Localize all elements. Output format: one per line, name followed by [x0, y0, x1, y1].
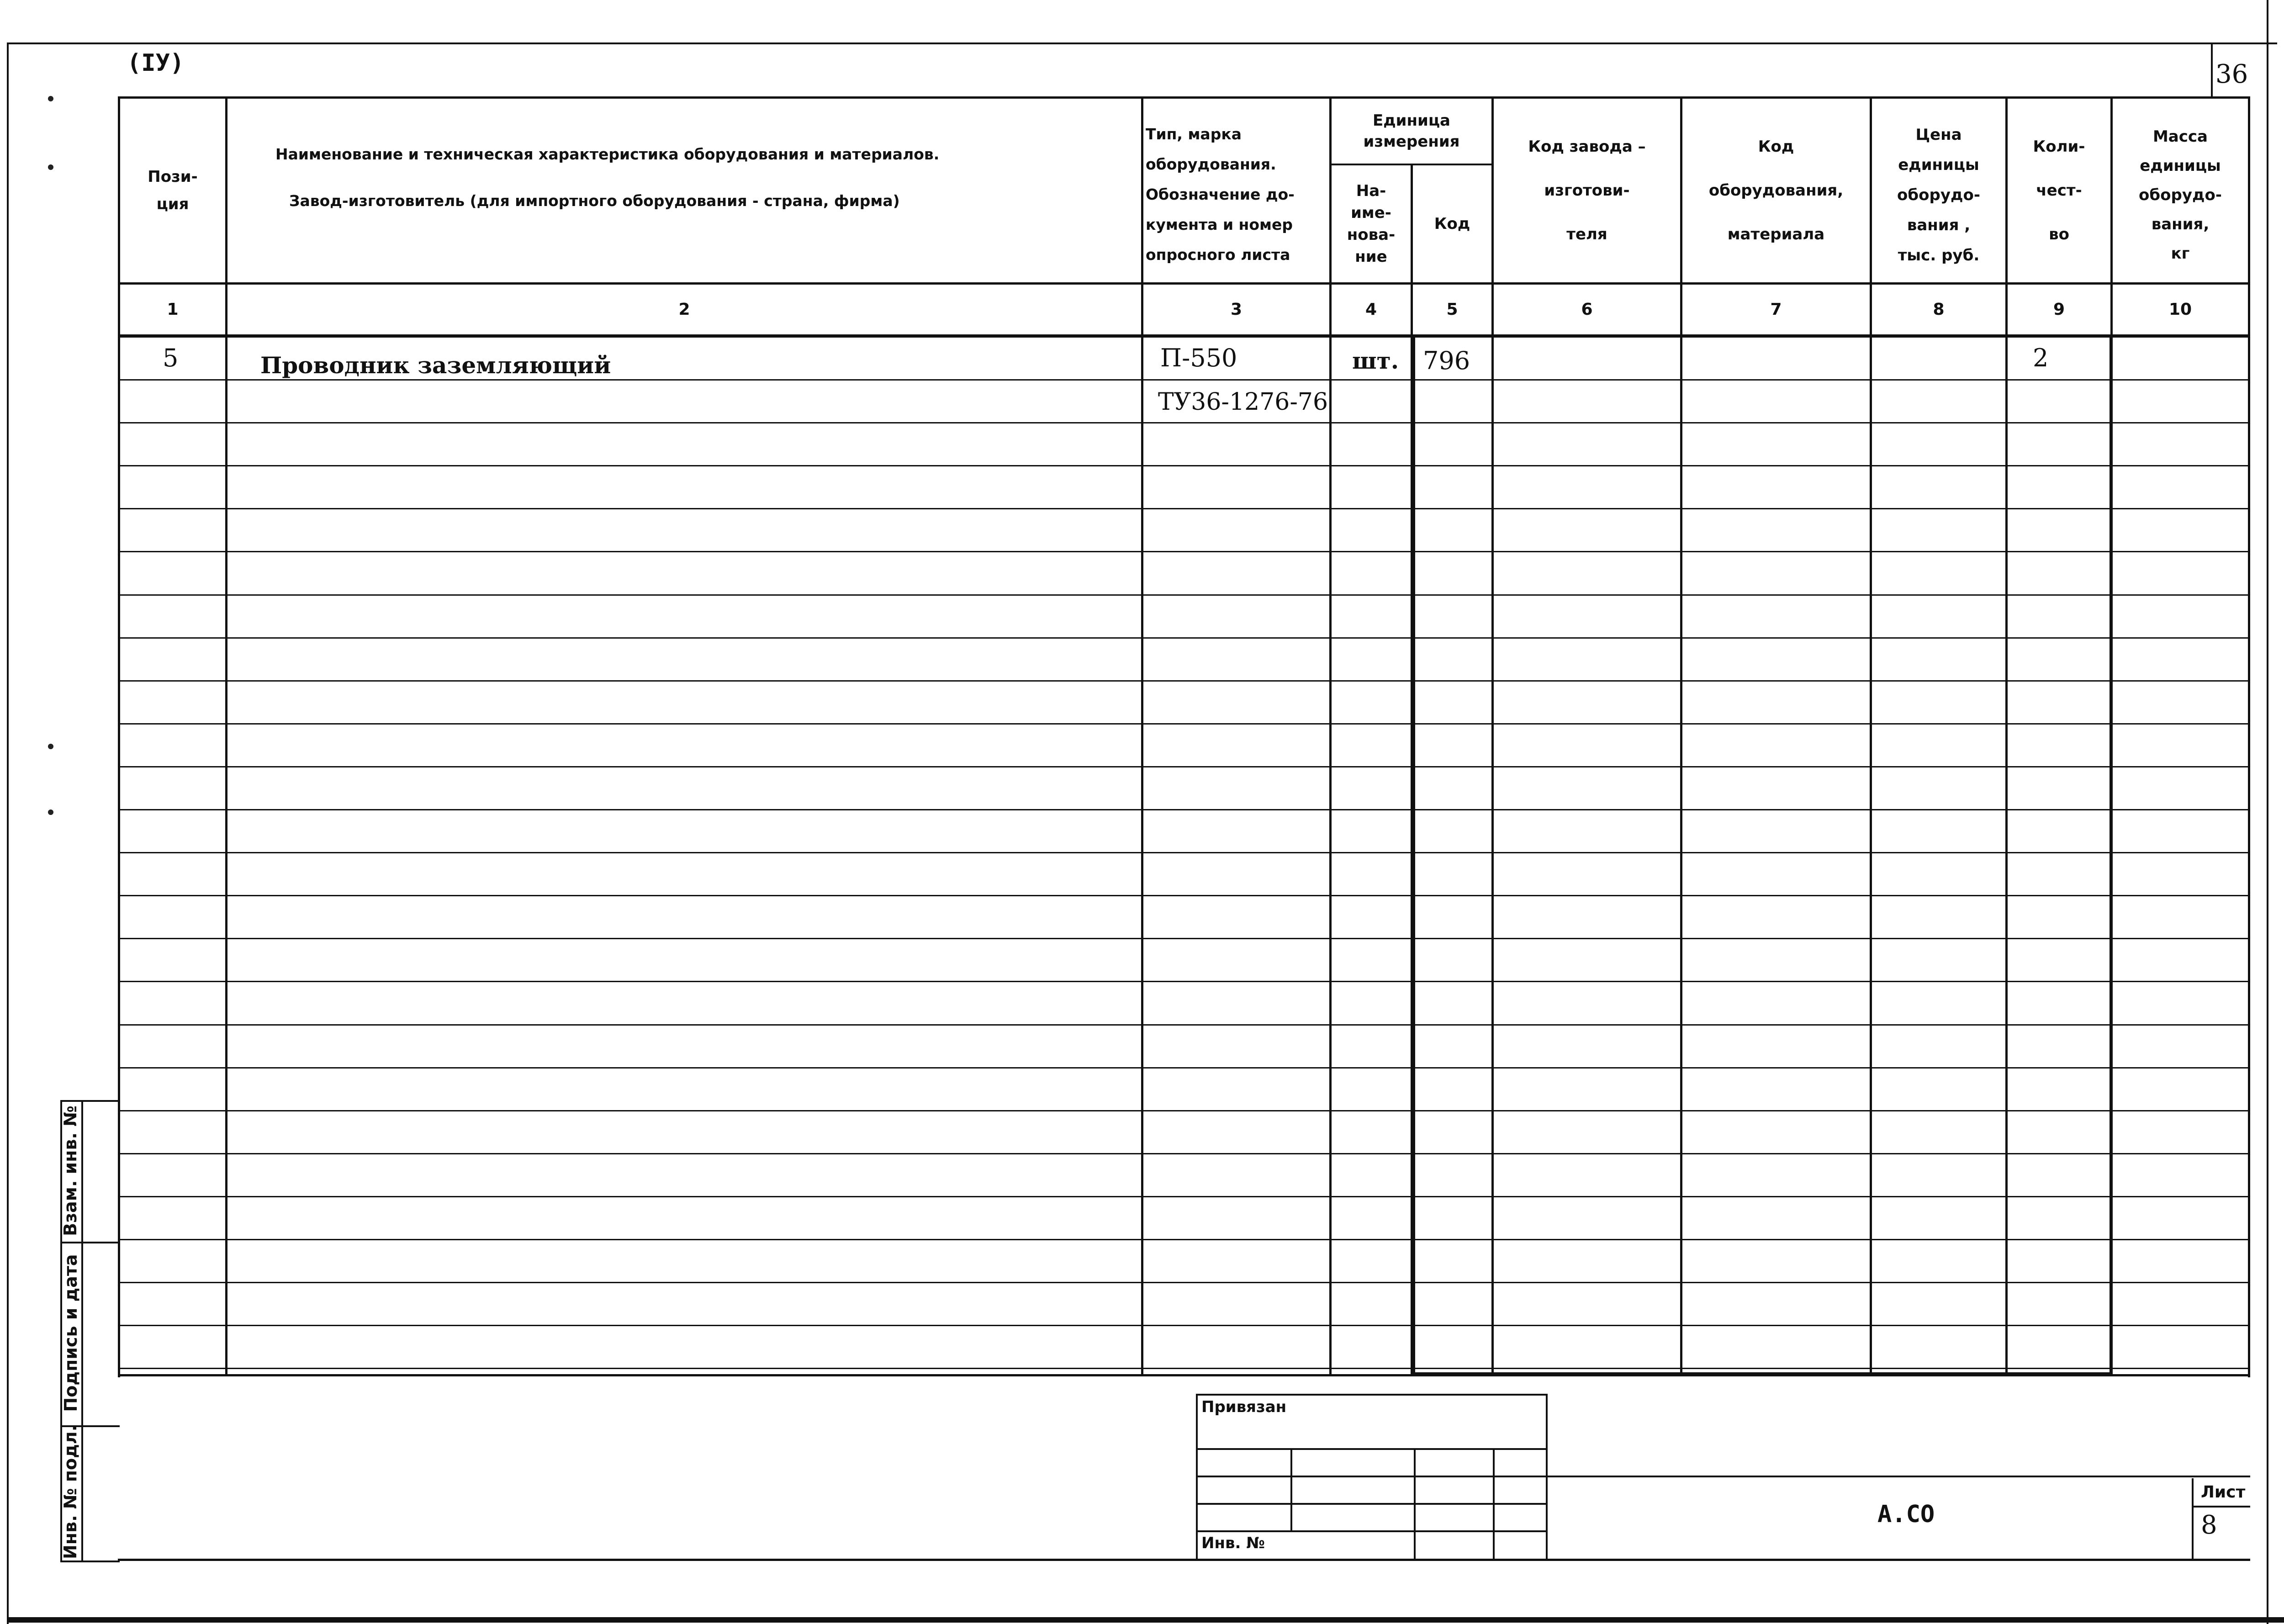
- sheet-label: Лист: [2201, 1483, 2246, 1502]
- row-line: [118, 422, 2250, 423]
- binding-mark: [48, 809, 53, 815]
- stamp-podpis: Подпись и дата: [61, 1254, 81, 1412]
- sheet-tag: (IУ): [127, 49, 185, 77]
- column-number: 3: [1230, 300, 1242, 319]
- sheet-number: 8: [2201, 1510, 2217, 1540]
- column-number: 6: [1581, 300, 1593, 319]
- binding-mark: [48, 744, 53, 749]
- row2-type: ТУ36-1276-76: [1158, 388, 1328, 416]
- row-line: [118, 1153, 2250, 1154]
- document-code: А.СО: [1877, 1501, 1935, 1528]
- top-frame-line: [7, 42, 2277, 44]
- title-block-row4: [1196, 1530, 1548, 1532]
- row-line: [118, 723, 2250, 725]
- bottom-frame-line: [7, 1617, 2284, 1623]
- binding-mark: [48, 96, 53, 101]
- row1-quantity: 2: [2033, 344, 2049, 372]
- side-stamp-line1: [60, 1242, 120, 1243]
- sheet-box-left: [2192, 1478, 2194, 1561]
- title-block-col2: [1414, 1448, 1416, 1561]
- row1-name: Проводник заземляющий: [260, 352, 611, 379]
- table-right-border: [2248, 96, 2250, 1377]
- row-line: [118, 1282, 2250, 1283]
- title-block-row2: [1196, 1476, 2250, 1477]
- row-line: [118, 1368, 2250, 1369]
- row-line: [118, 981, 2250, 982]
- header-name-line2: Завод-изготовитель (для импортного оборудования - страна, фирма): [289, 192, 900, 210]
- left-frame-line: [7, 42, 9, 1624]
- sheet-bottom-line: [118, 1559, 2250, 1561]
- row-line: [118, 1110, 2250, 1111]
- side-stamp-bottom: [60, 1561, 120, 1562]
- row-line: [118, 680, 2250, 682]
- column-number: 8: [1933, 300, 1945, 319]
- row-line: [118, 551, 2250, 552]
- header-name-line1: Наименование и техническая характеристика оборудования и материалов.: [275, 145, 940, 163]
- row1-name-underline: [260, 379, 571, 381]
- header-factory-code: Код завода – изготови- теля: [1528, 138, 1646, 243]
- inv-no-label: Инв. №: [1201, 1534, 1265, 1552]
- title-block-row3: [1196, 1503, 1548, 1505]
- header-unit-name: На- име- нова- ние: [1347, 182, 1396, 266]
- row-line: [118, 766, 2250, 767]
- column-number: 5: [1446, 300, 1458, 319]
- header-position: Пози- ция: [148, 168, 198, 213]
- row1-code: 796: [1423, 346, 1470, 375]
- title-block-col1: [1290, 1448, 1292, 1530]
- header-equipment-code: Код оборудования, материала: [1708, 138, 1844, 243]
- row-line: [118, 1325, 2250, 1326]
- header-price: Цена единицы оборудо- вания , тыс. руб.: [1897, 126, 1980, 264]
- page-number: 36: [2215, 59, 2248, 89]
- column-number: 1: [167, 300, 179, 319]
- row-line: [118, 1239, 2250, 1240]
- table-top-border: [118, 96, 2250, 99]
- thick-frame-left: [1412, 335, 1415, 1375]
- thick-frame-bottom: [1412, 1372, 2112, 1376]
- row-line: [118, 1196, 2250, 1197]
- privyazan-label: Привязан: [1201, 1398, 1287, 1416]
- row-line: [118, 508, 2250, 509]
- row1-position: 5: [163, 344, 179, 372]
- page-box-line: [2211, 42, 2213, 97]
- stamp-vzam: Взам. инв. №: [60, 1106, 80, 1236]
- row-line: [118, 1024, 2250, 1026]
- column-number: 2: [678, 300, 690, 319]
- header-mass: Масса единицы оборудо- вания, кг: [2139, 127, 2222, 263]
- row-line: [118, 938, 2250, 939]
- title-block-top: [1196, 1394, 1548, 1396]
- header-type: Тип, марка оборудования. Обозначение до- кумента и номер опросного листа: [1146, 125, 1295, 264]
- row-line: [118, 895, 2250, 896]
- row1-type: П-550: [1160, 344, 1237, 372]
- header-unit-group: Единица измерения: [1363, 111, 1460, 151]
- row-line: [118, 1067, 2250, 1069]
- column-number: 10: [2168, 300, 2192, 319]
- title-block-row1: [1196, 1448, 1548, 1450]
- column-number: 9: [2053, 300, 2065, 319]
- side-stamp-top: [60, 1100, 120, 1102]
- row-line: [118, 465, 2250, 466]
- column-number: 4: [1365, 300, 1377, 319]
- title-block-col3: [1493, 1448, 1495, 1561]
- row-line: [118, 594, 2250, 596]
- sheet-box-divider: [2192, 1506, 2250, 1508]
- numbers-bottom-border: [118, 334, 2250, 338]
- right-frame-line: [2267, 0, 2268, 1624]
- binding-mark: [48, 164, 53, 170]
- row-line: [118, 637, 2250, 639]
- column-number: 7: [1770, 300, 1782, 319]
- header-quantity: Коли- чест- во: [2033, 138, 2085, 243]
- stamp-inv: Инв. № подл.: [60, 1424, 80, 1559]
- row1-unit: шт.: [1352, 347, 1399, 374]
- thick-frame-right: [2110, 335, 2112, 1375]
- header-unit-code: Код: [1434, 215, 1470, 233]
- row-line: [118, 852, 2250, 853]
- row-line: [118, 809, 2250, 810]
